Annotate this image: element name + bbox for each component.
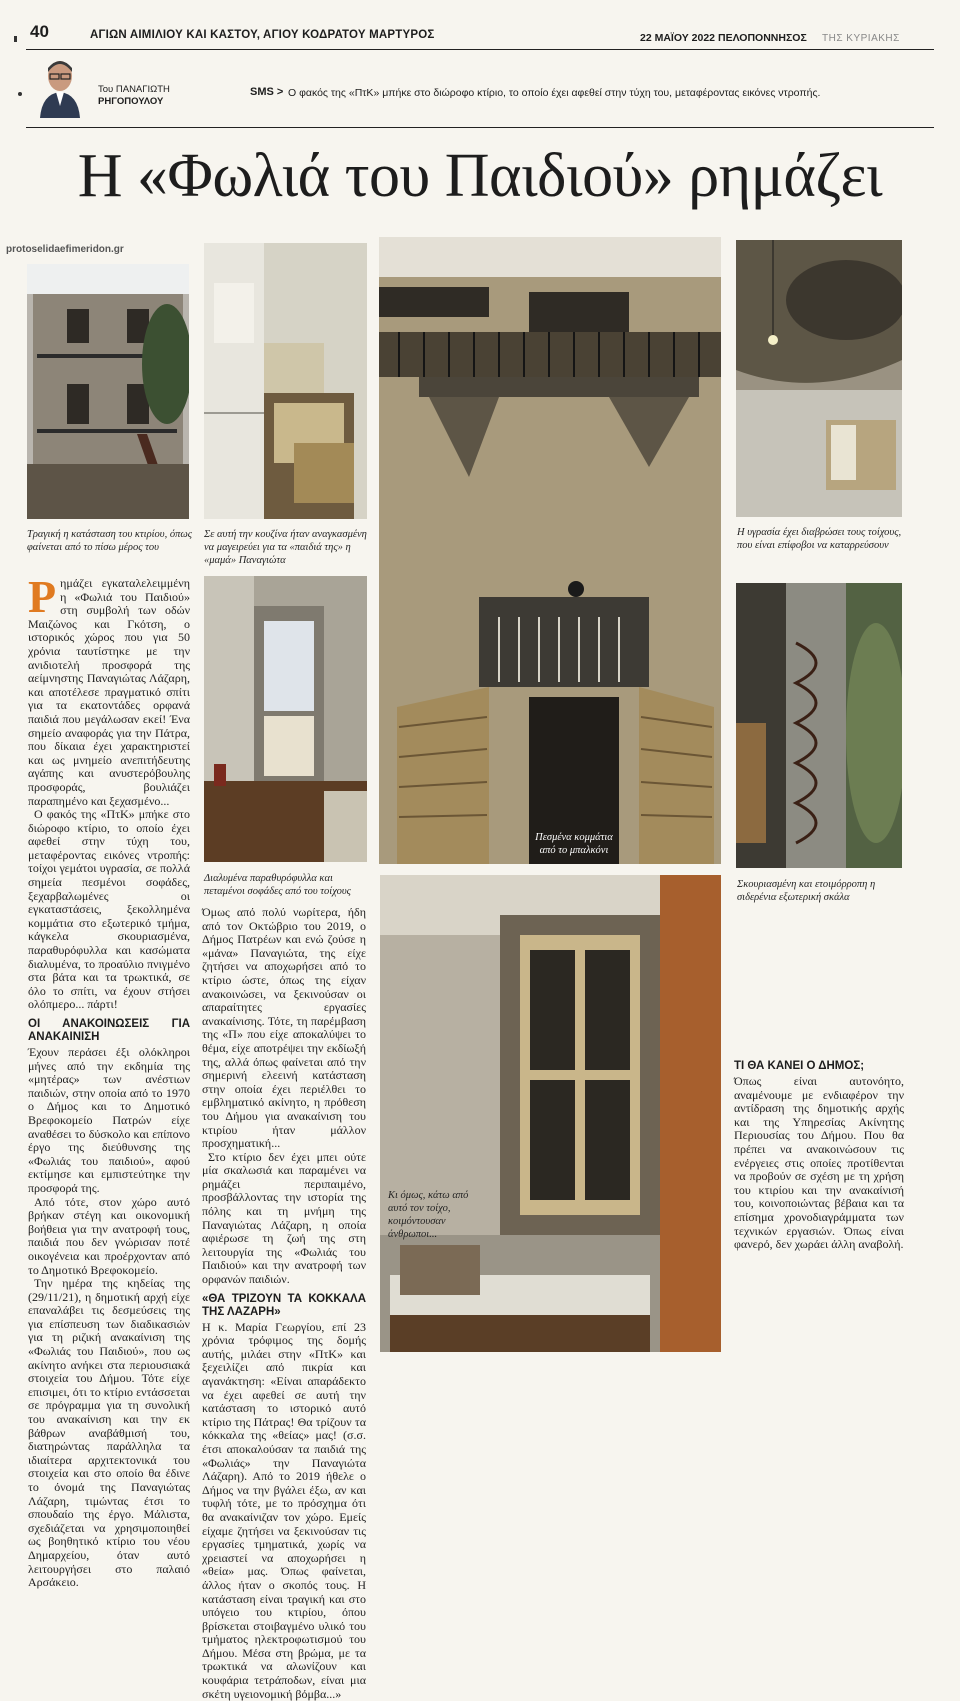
header-date: 22 ΜΑΪΟΥ 2022 (640, 32, 715, 44)
article-paragraph: Έχουν περάσει έξι ολόκληροι μήνες από την εκδημία της «μητέρας» των ανέστιων παιδιών, στην οποία από το 1970 ο Δήμος και το Δημοτικό Βρεφοκομείο Πατρών είχε αναθέσει το δύσκολο και επίπονο έργο της διεύθυνσης της «Φωλιάς του παιδιού», αφού εκτίμησε και εμπιστεύτηκε την προσφορά της. (28, 1045, 190, 1195)
article-column-2 (202, 906, 366, 1701)
caption-stair: Σκουριασμένη και ετοιμόρροπη η σιδερένια εξωτερική σκάλα (737, 879, 876, 903)
article-column-3 (734, 1054, 904, 1252)
article-paragraph: Όπως είναι αυτονόητο, αναμένουμε με ενδιαφέρον την αντίδραση της δημοτικής αρχής και της Υπηρεσίας Ακίνητης Περιουσίας του Δήμου. Που θα πρέπει να ανακοινώσουν τις ενέργειες στις οποίες προτίθενται να προβούν σε σχέση με τη χρήση του κτιρίου και την ανακαίνισή του, κοινοποιώντας βέβαια και τα επίσημα χρονοδιαγράμματα των τεχνικών εργασιών. Όπως είναι φανερό, δεν χωράει άλλη αναβολή. (734, 1074, 904, 1252)
article-paragraph: Ο φακός της «ΠτΚ» μπήκε στο διώροφο κτίριο, το οποίο έχει αφεθεί στην τύχη του, μεταφέροντας εικόνες ντροπής: τοίχοι γεμάτοι υγρασία, σε πολλά σημεία πεσμένοι σοφάδες, ξεχαρβαλωμένες οι εγκαταστάσεις, ξεκολλημένα κομμάτια στο εξωτερικό τμήμα, κάγκελα σκουριασμένα, παραθυρόφυλλα και κασώματα διαλυμένα, το προαύλιο πνιγμένο στα βάτα και τα τρωκτικά, σε όλο το σπίτι, να έχουν στήσει ολόπμερο... πάρτι! (28, 807, 190, 1012)
byline-prefix: Του ΠΑΝΑΓΙΩΤΗ (98, 84, 170, 95)
article-paragraph: Στο κτίριο δεν έχει μπει ούτε μία σκαλωσιά και παραμένει να ρημάζει περιπαιμένο, προσβάλλοντας την ιστορία της πόλης και τη μνήμη της Παναγιώτας Λάζαρη, η οποία αφιέρωσε τη ζωή της στη λειτουργία της «Φωλιάς του Παιδιού» και την ανατροφή των ορφανών παιδιών. (202, 1149, 366, 1287)
article-paragraph: Από τότε, στον χώρο αυτό βρήκαν στέγη και οικονομική βοήθεια για την ανατροφή τους, παιδιά που δεν γνώρισαν ποτέ οικογένεια και προέρχονταν από το Δημοτικό Βρεφοκομείο. (28, 1194, 190, 1277)
photo-kitchen (204, 243, 367, 519)
sms-label: SMS > (250, 86, 284, 98)
byline-surname: ΡΗΓΟΠΟΥΛΟΥ (98, 96, 164, 107)
watermark: protoselidaefimeridon.gr (6, 244, 124, 255)
caption-kitchen: Σε αυτή την κουζίνα ήταν αναγκασμένη να μαγειρεύει για τα «παιδιά της» η «μαμά» Παναγιώτα (204, 529, 367, 566)
article-paragraph: Η κ. Μαρία Γεωργίου, επί 23 χρόνια τρόφιμος της δομής αυτής, μιλάει στην «ΠτΚ» και ξεχειλίζει από πικρία και αγανάκτηση: «Είναι απαράδεκτο να έχει αφεθεί σε αυτή την κατάσταση το ιστορικό αυτό κτίριο της Πάτρας! Θα τρίζουν τα κόκκαλα της «θείας» μας! (σ.σ. έτσι αποκαλούσαν τα παιδιά της «Φωλιάς» την Παναγιώτα Λάζαρη). Από το 2019 ήθελε ο Δήμος να την βγάλει έξω, αν και τυφλή τότε, με το πρόσχημα ότι θα ανακαίνιζαν τον χώρο. Εμείς είχαμε ζητήσει να ξεκινούσαν τις εργασίες τμηματικά, χωρίς να χρειαστεί να αποχωρήσει η «θεία» μας. Όπως φαίνεται, άλλος ήταν ο σκοπός τους. Η κατάσταση είναι τραγική και στο υπόγειο του κτιρίου, όπου βρίσκεται στοιβαγμένο υλικό του τμήματος ηλεκτροφωτισμού του Δήμου. Μέσα στη βρώμα, με τα τρωκτικά να αλωνίζουν και κουφάρια τετράποδων, είναι μια σκέτη υγειονομική βόμβα...» (202, 1319, 366, 1701)
article-paragraph: Όμως από πολύ νωρίτερα, ήδη από τον Οκτώβριο του 2019, ο Δήμος Πατρέων και ενώ ζούσε η «μάνα» Παναγιώτα, της είχε ζητήσει να αποχωρήσει από το κτίριο ώστε, όπως της είχαν ανακοινώσει, να ξεκινούσαν οι απαραίτητες εργασίες ανακαίνισης. Τότε, τη παρέμβαση της «Π» που είχε αποκαλύψει το θέμα, είχε αποτρέψει την εκδίωξή της, αλλά όπως φαίνεται από την σημερινή ελεεινή κατάσταση στην οποία έχει περιέλθει το εμβληματικό ακίνητο, η πρόθεση του Δήμου για ανακαίνιση του κτιρίου ήταν μάλλον προσχηματική... (202, 905, 366, 1151)
photo-damp-wall (736, 240, 902, 517)
article-column-1 (28, 571, 190, 1590)
subheading-announcements: ΟΙ ΑΝΑΚΟΙΝΩΣΕΙΣ ΓΙΑ ΑΝΑΚΑΙΝΙΣΗ (28, 1018, 190, 1043)
page-number: 40 (30, 22, 49, 41)
sms-text: Ο φακός της «ΠτΚ» μπήκε στο διώροφο κτίριο, το οποίο έχει αφεθεί στην τύχη του, μεταφέροντας εικόνες ντροπής. (288, 87, 821, 99)
photo-stair (736, 583, 902, 868)
caption-damp-wall: Η υγρασία έχει διαβρώσει τους τοίχους, που είναι επίφοβοι να καταρρεύσουν (737, 527, 902, 551)
subheading-municipality: ΤΙ ΘΑ ΚΑΝΕΙ Ο ΔΗΜΟΣ; (734, 1060, 865, 1072)
article-paragraph: Την ημέρα της κηδείας της (29/11/21), η δημοτική αρχή είχε επαναλάβει τις δεσμεύσεις της για επίσπευση των διαδικασιών για τη ριζική ανακαίνιση της «Φωλιάς του Παιδιού», που ως ακίνητο ανήκει στα περιουσιακά στοιχεία του Δήμου. Τότε είχε επισιμει, ότι το κτίριο εντάσσεται σε πρόγραμμα για τη συνολική του ανακαίνιση και την εκ βάθρων αναβάθμισή του, διατηρώντας παράλληλα τα ιδιαίτερα αρχιτεκτονικά του στοιχεία και στο οποίο θα έδινε το όνομά της Παναγιώτας Λάζαρη, τιμώντας έτσι το σπουδαίο της έργο. Μάλιστα, σχεδιάζεται να χρησιμοποιηθεί ως βοηθητικό κτίριο του νέου Δημαρχείου, όταν αυτό λειτουργήσει στο παλαιό Αρσάκειο. (28, 1276, 190, 1590)
article-intro-text: ημάζει εγκαταλελειμμένη η «Φωλιά του Παιδιού» στη συμβολή των οδών Μαιζώνος και Γκότση, ο ιστορικός χώρος που για 50 χρόνια ταυτίστηκε με την ανιδιοτελή προσφορά της αείμνηστης Παναγιώτας Λάζαρη, και αποτέλεσε πραγματικό σπίτι για τα εκατοντάδες ορφανά παιδιά που μεγάλωσαν εκεί! Ένα σημείο αναφοράς για την Πάτρα, που δίκαια έχει χαρακτηριστεί και ως μνημείο ανεπιτήδευτης αγάπης και ανυστερόβουλης προσφοράς, βουλιάζει παραπημένο και ξεχασμένο... (28, 576, 190, 808)
article-intro-paragraph (28, 571, 190, 808)
caption-building-back: Τραγική η κατάσταση του κτιρίου, όπως φαίνεται από το πίσω μέρος του (27, 529, 193, 553)
photo-balcony (379, 237, 721, 864)
author-avatar (36, 52, 84, 118)
page-mark (14, 36, 17, 42)
headline: Η «Φωλιά του Παιδιού» ρημάζει (77, 142, 883, 210)
header-paper-sub: ΤΗΣ ΚΥΡΙΑΚΗΣ (822, 33, 900, 44)
subheading-lazari: «ΘΑ ΤΡΙΖΟΥΝ ΤΑ ΚΟΚΚΑΛΑ ΤΗΣ ΛΑΖΑΡΗ» (202, 1292, 366, 1318)
photo-window (380, 875, 721, 1352)
caption-room: Διαλυμένα παραθυρόφυλλα και πεταμένοι σοφάδες από του τοίχους (204, 873, 351, 897)
header-saints-line: ΑΓΙΩΝ ΑΙΜΙΛΙΟΥ ΚΑΙ ΚΑΣΤΟΥ, ΑΓΙΟΥ ΚΟΔΡΑΤΟΥ ΜΑΡΤΥΡΟΣ (90, 29, 435, 41)
photo-room (204, 576, 367, 862)
caption-balcony: Πεσμένα κομμάτια από το μπαλκόνι (535, 832, 613, 856)
photo-building-back (27, 264, 189, 519)
caption-window: Κι όμως, κάτω από αυτό τον τοίχο, κοιμόντουσαν άνθρωποι... (388, 1190, 469, 1240)
header-paper-name: ΠΕΛΟΠΟΝΝΗΣΟΣ (718, 32, 807, 44)
drop-cap: Ρ (28, 571, 57, 622)
dots-decor (18, 92, 22, 96)
header-rule (26, 49, 934, 50)
byline-rule (26, 127, 934, 128)
